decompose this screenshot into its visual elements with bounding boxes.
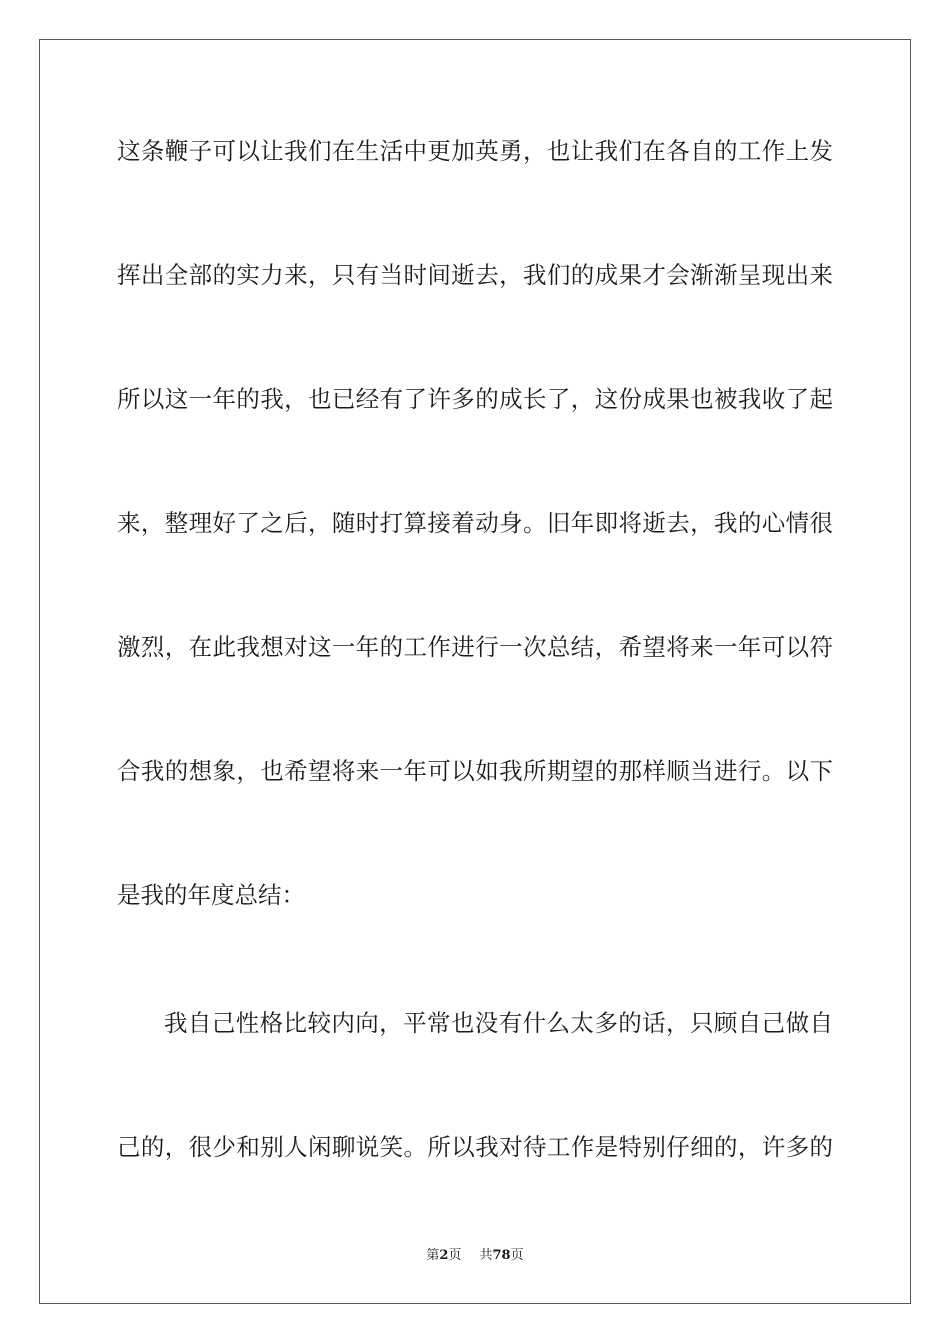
page-prefix: 第 — [426, 1248, 440, 1263]
page-suffix: 页 — [448, 1248, 462, 1263]
body-line-2: 挥出全部的实力来，只有当时间逝去，我们的成果才会渐渐呈现出来 — [117, 261, 833, 289]
body-line-8: 我自己性格比较内向，平常也没有什么太多的话，只顾自己做自 — [164, 1009, 833, 1037]
total-prefix: 共 — [479, 1248, 493, 1263]
body-line-4: 来，整理好了之后，随时打算接着动身。旧年即将逝去，我的心情很 — [117, 509, 833, 537]
total-suffix: 页 — [510, 1248, 524, 1263]
body-line-6: 合我的想象，也希望将来一年可以如我所期望的那样顺当进行。以下 — [117, 757, 833, 785]
body-line-3: 所以这一年的我，也已经有了许多的成长了，这份成果也被我收了起 — [117, 385, 833, 413]
total-pages: 78 — [492, 1248, 511, 1263]
page-number: 2 — [439, 1248, 449, 1263]
body-line-1: 这条鞭子可以让我们在生活中更加英勇，也让我们在各自的工作上发 — [117, 137, 833, 165]
body-line-5: 激烈，在此我想对这一年的工作进行一次总结，希望将来一年可以符 — [117, 633, 833, 661]
page-border — [39, 39, 911, 1304]
page-footer — [0, 1247, 950, 1265]
body-line-9: 己的，很少和别人闲聊说笑。所以我对待工作是特别仔细的，许多的 — [117, 1133, 833, 1161]
body-line-7: 是我的年度总结： — [117, 881, 305, 909]
